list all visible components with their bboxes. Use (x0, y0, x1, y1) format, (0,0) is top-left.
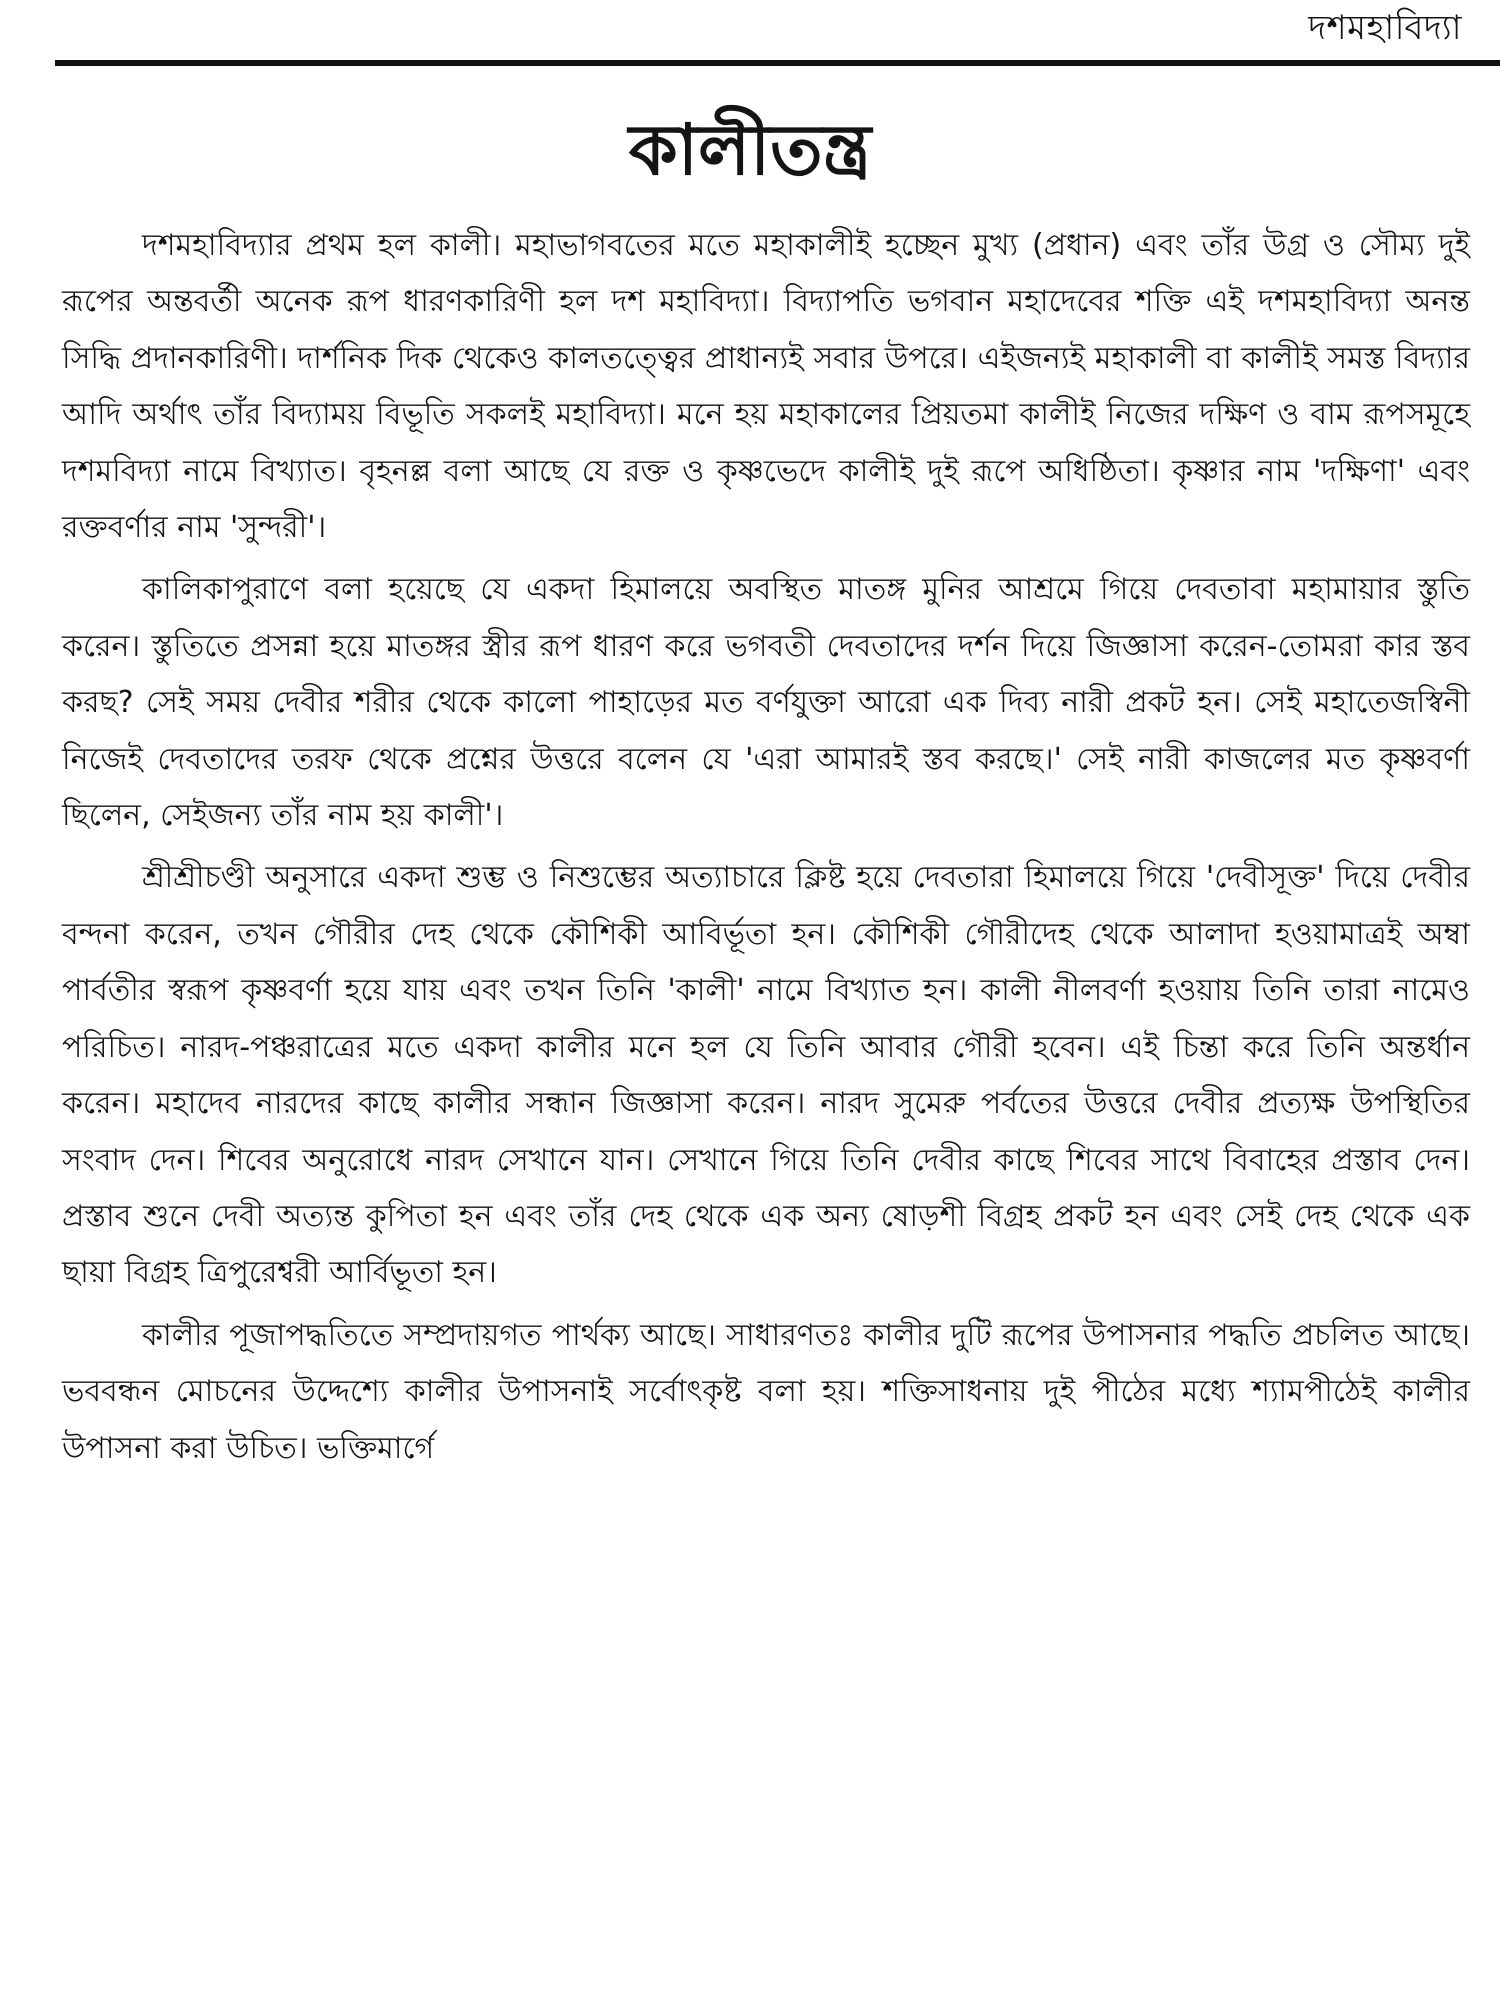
chapter-title: কালীতন্ত্র (628, 109, 872, 191)
paragraph-3: শ্রীশ্রীচণ্ডী অনুসারে একদা শুম্ভ ও নিশুম্ভের অত্যাচারে ক্লিষ্ট হয়ে দেবতারা হিমালয়ে গিয়ে 'দেবীসূক্ত' দিয়ে দেবীর বন্দনা করেন, তখন গৌরীর দেহ থেকে কৌশিকী আবির্ভূতা হন। কৌশিকী গৌরীদেহ থেকে আলাদা হওয়ামাত্রই অম্বা পার্বতীর স্বরূপ কৃষ্ণবর্ণা হয়ে যায় এবং তখন তিনি 'কালী' নামে বিখ্যাত হন। কালী নীলবর্ণা হওয়ায় তিনি তারা নামেও পরিচিত। নারদ-পঞ্চরাত্রের মতে একদা কালীর মনে হল যে তিনি আবার গৌরী হবেন। এই চিন্তা করে তিনি অন্তর্ধান করেন। মহাদেব নারদের কাছে কালীর সন্ধান জিজ্ঞাসা করেন। নারদ সুমেরু পর্বতের উত্তরে দেবীর প্রত্যক্ষ উপস্থিতির সংবাদ দেন। শিবের অনুরোধে নারদ সেখানে যান। সেখানে গিয়ে তিনি দেবীর কাছে শিবের সাথে বিবাহের প্রস্তাব দেন। প্রস্তাব শুনে দেবী অত্যন্ত কুপিতা হন এবং তাঁর দেহ থেকে এক অন্য ষোড়শী বিগ্রহ প্রকট হন এবং সেই দেহ থেকে এক ছায়া বিগ্রহ ত্রিপুরেশ্বরী আর্বিভূতা হন। (62, 860, 1470, 1291)
body-text (62, 218, 1470, 1483)
header-rule (55, 60, 1500, 66)
running-header: দশমহাবিদ্যা (1308, 8, 1462, 48)
paragraph-1: দশমহাবিদ্যার প্রথম হল কালী। মহাভাগবতের মতে মহাকালীই হচ্ছেন মুখ্য (প্রধান) এবং তাঁর উগ্র ও সৌম্য দুই রূপের অন্তবর্তী অনেক রূপ ধারণকারিণী হল দশ মহাবিদ্যা। বিদ্যাপতি ভগবান মহাদেবের শক্তি এই দশমহাবিদ্যা অনন্ত সিদ্ধি প্রদানকারিণী। দার্শনিক দিক থেকেও কালতত্ত্বের প্রাধান্যই সবার উপরে। এইজন্যই মহাকালী বা কালীই সমস্ত বিদ্যার আদি অর্থাৎ তাঁর বিদ্যাময় বিভূতি সকলই মহাবিদ্যা। মনে হয় মহাকালের প্রিয়তমা কালীই নিজের দক্ষিণ ও বাম রূপসমূহে দশমবিদ্যা নামে বিখ্যাত। বৃহনল্ল বলা আছে যে রক্ত ও কৃষ্ণভেদে কালীই দুই রূপে অধিষ্ঠিতা। কৃষ্ণার নাম 'দক্ষিণা' এবং রক্তবর্ণার নাম 'সুন্দরী'। (62, 228, 1470, 546)
paragraph-2: কালিকাপুরাণে বলা হয়েছে যে একদা হিমালয়ে অবস্থিত মাতঙ্গ মুনির আশ্রমে গিয়ে দেবতাবা মহামায়ার স্তুতি করেন। স্তুতিতে প্রসন্না হয়ে মাতঙ্গর স্ত্রীর রূপ ধারণ করে ভগবতী দেবতাদের দর্শন দিয়ে জিজ্ঞাসা করেন-তোমরা কার স্তব করছ? সেই সময় দেবীর শরীর থেকে কালো পাহাড়ের মত বর্ণযুক্তা আরো এক দিব্য নারী প্রকট হন। সেই মহাতেজস্বিনী নিজেই দেবতাদের তরফ থেকে প্রশ্নের উত্তরে বলেন যে 'এরা আমারই স্তব করছে।' সেই নারী কাজলের মত কৃষ্ণবর্ণা ছিলেন, সেইজন্য তাঁর নাম হয় কালী'। (62, 572, 1470, 834)
paragraph-4: কালীর পূজাপদ্ধতিতে সম্প্রদায়গত পার্থক্য আছে। সাধারণতঃ কালীর দুটি রূপের উপাসনার পদ্ধতি প্রচলিত আছে। ভববন্ধন মোচনের উদ্দেশ্যে কালীর উপাসনাই সর্বোৎকৃষ্ট বলা হয়। শক্তিসাধনায় দুই পীঠের মধ্যে শ্যামপীঠেই কালীর উপাসনা করা উচিত। ভক্তিমার্গে (62, 1317, 1470, 1466)
